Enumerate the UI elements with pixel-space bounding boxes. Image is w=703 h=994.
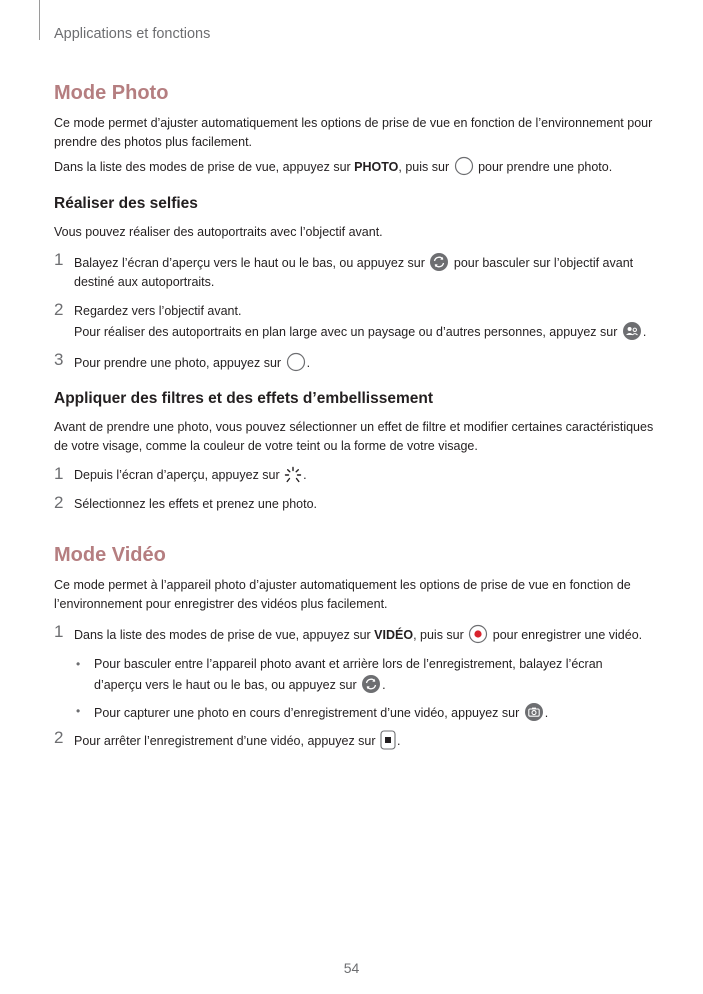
section-title-video: Mode Vidéo	[54, 544, 166, 566]
photo-instruction: Dans la liste des modes de prise de vue, appuyez sur PHOTO, puis sur pour prendre une photo.	[54, 156, 654, 177]
filter-effects-icon	[284, 466, 302, 484]
header-rule	[39, 0, 40, 40]
video-bullet-1: • Pour basculer entre l’appareil photo avant et arrière lors de l’enregistrement, balayez l’écran d’aperçu vers le haut ou le bas, ou appuyez sur .	[76, 657, 603, 692]
section-title-photo: Mode Photo	[54, 82, 169, 104]
stop-icon	[380, 730, 396, 750]
capture-icon	[524, 702, 544, 722]
filters-step-1: 1 Depuis l’écran d’aperçu, appuyez sur .	[54, 464, 307, 483]
selfies-step-1: 1 Balayez l’écran d’aperçu vers le haut ou le bas, ou appuyez sur pour basculer sur l’objectif avant destiné aux autoportraits.	[54, 250, 634, 289]
section-title-filters: Appliquer des filtres et des effets d’embellissement	[54, 390, 434, 407]
page-content	[54, 80, 654, 761]
video-intro: Ce mode permet à l’appareil photo d’ajuster automatiquement les options de prise de vue en fonction de l’environnement pour enregistrer des vidéos plus facilement.	[54, 578, 631, 611]
filters-step-2: 2 Sélectionnez les effets et prenez une photo.	[54, 493, 317, 512]
switch-camera-icon	[361, 674, 381, 694]
shutter-icon	[286, 352, 306, 372]
switch-camera-icon	[429, 252, 449, 272]
selfies-intro: Vous pouvez réaliser des autoportraits avec l’objectif avant.	[54, 225, 383, 239]
shutter-icon	[454, 156, 474, 176]
section-title-selfies: Réaliser des selfies	[54, 195, 198, 212]
video-bullet-2: • Pour capturer une photo en cours d’enregistrement d’une vidéo, appuyez sur .	[76, 704, 549, 720]
photo-intro: Ce mode permet d’ajuster automatiquement les options de prise de vue en fonction de l’environnement pour prendre des photos plus facilement.	[54, 116, 653, 149]
video-step-1: 1 Dans la liste des modes de prise de vue, appuyez sur VIDÉO, puis sur pour enregistrer une vidéo.	[54, 622, 643, 642]
video-step-2: 2 Pour arrêter l’enregistrement d’une vidéo, appuyez sur .	[54, 728, 401, 748]
photo-mode-label: PHOTO	[354, 160, 399, 174]
page-header: Applications et fonctions	[54, 26, 211, 42]
page-number: 54	[343, 960, 360, 976]
record-icon	[468, 624, 488, 644]
video-mode-label: VIDÉO	[374, 628, 414, 642]
selfies-step-3: 3 Pour prendre une photo, appuyez sur .	[54, 350, 311, 370]
wide-selfie-icon	[622, 321, 642, 341]
filters-intro: Avant de prendre une photo, vous pouvez sélectionner un effet de filtre et modifier certaines caractéristiques de votre visage, comme la couleur de votre teint ou la forme de votre visage.	[54, 420, 654, 453]
selfies-step-2: 2 Regardez vers l’objectif avant. Pour réaliser des autoportraits en plan large avec un paysage ou d’autres personnes, appuyez sur .	[54, 300, 647, 339]
